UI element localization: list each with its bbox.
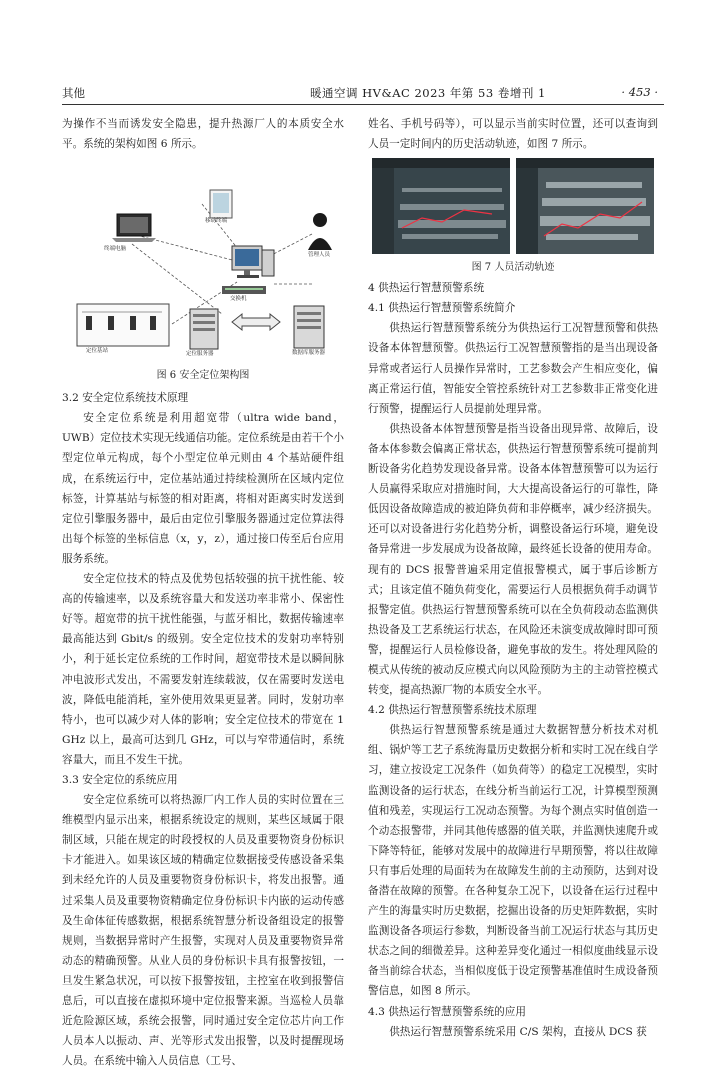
figure-6-caption: 图 6 安全定位架构图 — [156, 370, 250, 382]
section-3-3-paragraph-1: 安全定位系统可以将热源厂内工作人员的实时位置在三维模型内显示出来，根据系统设定的规则，某些区域属于限制区域，只能在规定的时段授权的人员及重要物资身份标识卡才能进入。如果该区域的精确定位数据接受传感设备采集到未经允许的人员及重要物资身份标识卡，将发出报警。通过采集人员及重要物资精确定位身份标识卡内嵌的运动传感及生命体征传感数据，根据系统智慧分析设备组设定的报警规则，当数据异常时产生报警，实现对人员及重要物资异常动态的精确预警。从业人员的身份标识卡具有报警按钮，一旦发生紧急状况，可以按下报警按钮，主控室在收到报警信息后，可以直接在虚拟环境中定位报警来源。当巡检人员靠近危险源区域，系统会报警，同时通过安全定位芯片向工作人员本人以振动、声、光等形式发出报警，以及时提醒现场人员。在系统中输入人员信息（工号、 — [62, 794, 344, 1068]
section-3-2-title: 3.2 安全定位系统技术原理 — [62, 392, 189, 405]
bidirectional-arrow-icon — [232, 314, 280, 330]
section-3-2-paragraph-2: 安全定位技术的特点及优势包括较强的抗干扰性能、较高的传输速率，以及系统容量大和发送功率非常小、保密性好等。超宽带的抗干扰性能强，与蓝牙相比，数据传输速率最高能达到 Gbit/s 的级别。安全定位技术的发射功率特别小，利于延长定位系统的工作时间，超宽带技术是以瞬间脉冲电波形式发出，不需要发射连续载波，仅在需要时发送电波，降低电能消耗，室外使用效果更显著。同时，发射功率特小，也可以减少对人体的影响；安全定位技术的带宽在 1 GHz 以上，最高可达到几 GHz，可以与窄带通信时，系统容量大，而且不发生干扰。 — [62, 573, 344, 766]
base-station-panel — [77, 304, 169, 346]
label-workstation: 数据库服务器 — [292, 350, 326, 357]
person-icon — [308, 213, 332, 250]
section-4-3-paragraph-1: 供热运行智慧预警系统采用 C/S 架构，直接从 DCS 获 — [389, 1025, 647, 1038]
trajectory-screenshot-left — [372, 158, 510, 254]
architecture-diagram — [62, 154, 344, 366]
section-4-1-title: 4.1 供热运行智慧预警系统简介 — [368, 302, 516, 315]
figure-7-caption: 图 7 人员活动轨迹 — [471, 262, 555, 274]
section-4-2-paragraph-1: 供热运行智慧预警系统是通过大数据智慧分析技术对机组、锅炉等工艺子系统海量历史数据分析和实时工况在线自学习，建立按设定工况条件（如负荷等）的稳定工况模型，实时监测设备的运行状态，在线分析当前运行工况，计算模型预测值和残差，实现运行工况动态预警。为每个测点实时值创造一个动态报警带，并同其他传感器的值关联，并监测快速爬升或下降等特征，能够对发展中的故障进行早期预警，将以往故障只有事后处理的局面转为在故障发生前的主动预防，达到对设备潜在故障的预警。在各种复杂工况下，以设备在运行过程中产生的海量实时历史数据，挖掘出设备的历史矩阵数据，实时监测设备各项运行参数，判断设备当前工况运行状态与其历史状态之间的细微差异。这种差异变化通过一相似度曲线显示设备当前综合状态，当相似度低于设定预警基准值时生成设备预警信息，如图 8 所示。 — [368, 724, 658, 998]
section-3-3-title: 3.3 安全定位的系统应用 — [62, 773, 178, 786]
database-server-icon — [294, 306, 324, 348]
label-manager: 管理人员 — [308, 252, 331, 259]
switch-icon — [222, 286, 266, 294]
server-icon — [190, 309, 218, 349]
header-page-number: · 453 · — [621, 85, 658, 99]
section-4-1-paragraph-2: 供热设备本体智慧预警是指当设备出现异常、故障后，设备本体参数会偏离正常状态，供热运行智慧预警系统可提前判断设备劣化趋势发现设备异常。设备本体智慧预警可以为运行人员赢得采取应对措施时间，大大提高设备运行的可靠性，降低因设备故障造成的被迫降负荷和非停概率，减少经济损失。还可以对设备进行劣化趋势分析，调整设备运行环境，避免设备异常进一步发展成为设备故障，最终延长设备的使用寿命。现有的 DCS 报警普遍采用定值报警模式，属于事后诊断方式；且该定值不随负荷变化，需要运行人员根据负荷手动调节报警定值。供热运行智慧预警系统可以在全负荷段动态监测供热设备及工艺系统运行状态，在风险还未演变成故障时即可预警，提醒运行人员检修设备，避免事故的发生。将处理风险的模式从传统的被动反应模式向以风险预防为主的主动管控模式转变，提高热源厂物的本质安全水平。 — [368, 422, 658, 697]
label-computer: 终端电脑 — [104, 246, 127, 253]
section-4-title: 4 供热运行智慧预警系统 — [368, 282, 485, 295]
section-4-3-title: 4.3 供热运行智慧预警系统的应用 — [368, 1005, 526, 1018]
computer-icon — [232, 246, 274, 278]
section-4-1-paragraph-1: 供热运行智慧预警系统分为供热运行工况智慧预警和供热设备本体智慧预警。供热运行工况智慧预警指的是当出现设备异常或者运行人员操作异常时，工艺参数会产生相应变化，偏离正常运行值，智能安全管控系统针对工艺参数非正常变化进行预警，提醒运行人员提前处理异常。 — [368, 322, 658, 415]
tablet-icon — [210, 190, 232, 218]
laptop-icon — [112, 214, 156, 242]
label-mobile: 移动终端 — [205, 218, 228, 225]
header-section: 其他 — [62, 86, 85, 100]
section-3-2-paragraph-1: 安全定位系统是利用超宽带（ultra wide band，UWB）定位技术实现无线通信功能。定位系统是由若干个小型定位单元构成，每个小型定位单元则由 4 个基站硬件组成，在系统运行中，定位基站通过持续检测所在区域内定位标签，计算基站与标签的相对距离，将相对距离实时发送到定位引擎服务器中，最后由定位引擎服务器通过定位算法得出每个标签的坐标信息（x，y，z），通过接口传至后台应用服务系统。 — [62, 412, 344, 565]
paragraph-intro: 为操作不当而诱发安全隐患，提升热源厂人的本质安全水平。系统的架构如图 6 所示。 — [62, 118, 344, 151]
label-server: 定位服务器 — [186, 351, 214, 358]
left-column — [62, 114, 344, 1071]
paragraph-continued: 姓名、手机号码等），可以显示当前实时位置，还可以查询到人员一定时间内的历史活动轨迹，如图 7 所示。 — [368, 118, 658, 151]
label-network: 交换机 — [230, 296, 247, 303]
figure-6 — [62, 154, 344, 386]
header-journal: 暖通空调 HV&AC 2023 年第 53 卷增刊 1 — [310, 86, 546, 100]
figure-7 — [368, 158, 658, 258]
section-4-2-title: 4.2 供热运行智慧预警系统技术原理 — [368, 704, 537, 717]
page-header — [62, 82, 664, 105]
right-column — [368, 114, 658, 1042]
trajectory-screenshot-right — [516, 158, 654, 254]
label-sensors: 定位基站 — [86, 348, 109, 355]
